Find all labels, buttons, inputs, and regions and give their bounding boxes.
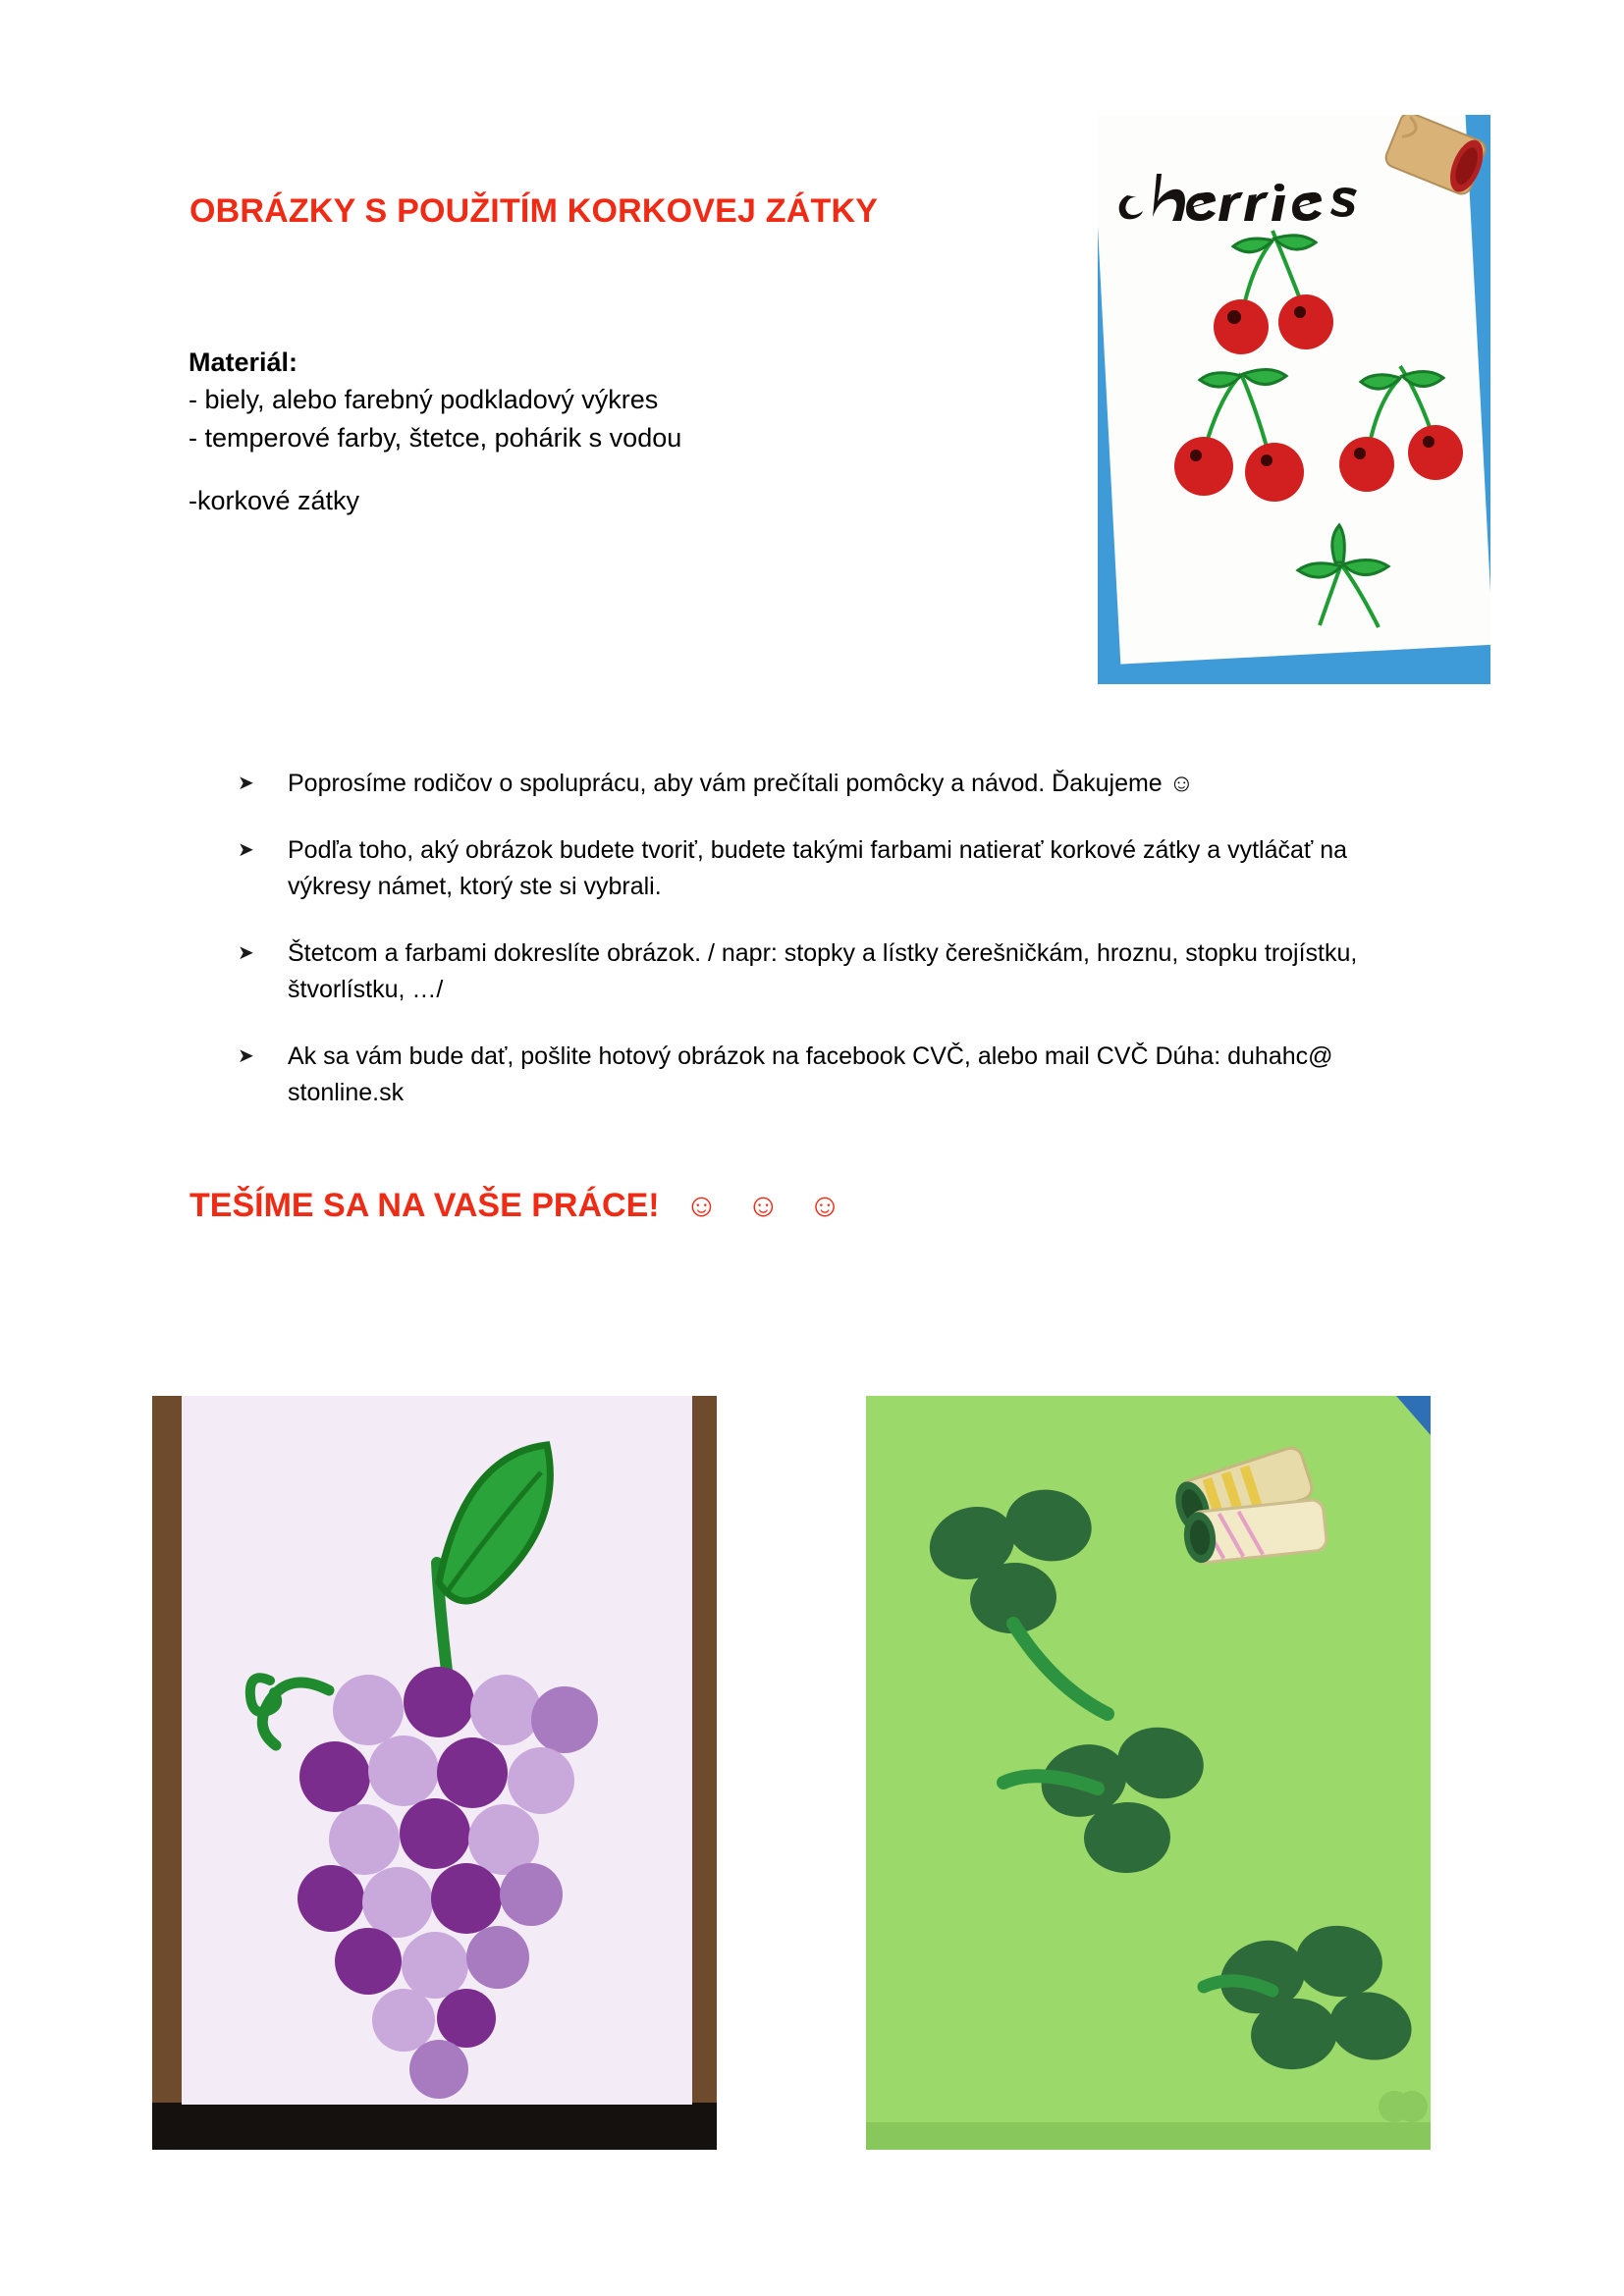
list-item: [232, 766, 1371, 803]
bullet-arrow-icon: ➤: [238, 838, 254, 861]
bullet-arrow-icon: ➤: [238, 773, 254, 794]
closing-text: TEŠÍME SA NA VAŠE PRÁCE!: [189, 1187, 660, 1224]
list-item-text: Podľa toho, aký obrázok budete tvoriť, budete takými farbami natierať korkové zátky a vytláčať na výkresy námet, ktorý ste si vybrali.: [288, 835, 1348, 900]
instructions-list: [232, 766, 1371, 1112]
clover-photo: [866, 1396, 1431, 2150]
closing-line: [189, 1187, 851, 1225]
materials-item: - biely, alebo farebný podkladový výkres: [189, 385, 659, 415]
cherries-photo: [1098, 115, 1490, 684]
bullet-arrow-icon: ➤: [238, 941, 254, 964]
grapes-photo: [152, 1396, 717, 2150]
page-title: OBRÁZKY S POUŽITÍM KORKOVEJ ZÁTKY: [189, 192, 879, 230]
smiley-faces: ☺ ☺ ☺: [684, 1187, 851, 1223]
list-item: [232, 1039, 1371, 1112]
materials-block: [189, 344, 895, 519]
list-item: [232, 832, 1371, 906]
bullet-arrow-icon: ➤: [238, 1044, 254, 1067]
materials-item: -korkové zátky: [189, 485, 360, 515]
list-item-text: Ak sa vám bude dať, pošlite hotový obrázok na facebook CVČ, alebo mail CVČ Dúha: duhahc@ stonline.sk: [288, 1041, 1333, 1106]
list-item-text: Poprosíme rodičov o spoluprácu, aby vám prečítali pomôcky a návod. Ďakujeme ☺: [288, 770, 1195, 797]
list-item: [232, 935, 1371, 1009]
list-item-text: Štetcom a farbami dokreslíte obrázok. / napr: stopky a lístky čerešničkám, hroznu, stopku trojístku, štvorlístku, …/: [288, 938, 1358, 1003]
materials-item: - temperové farby, štetce, pohárik s vodou: [189, 422, 682, 453]
materials-heading: Materiál:: [189, 347, 298, 377]
